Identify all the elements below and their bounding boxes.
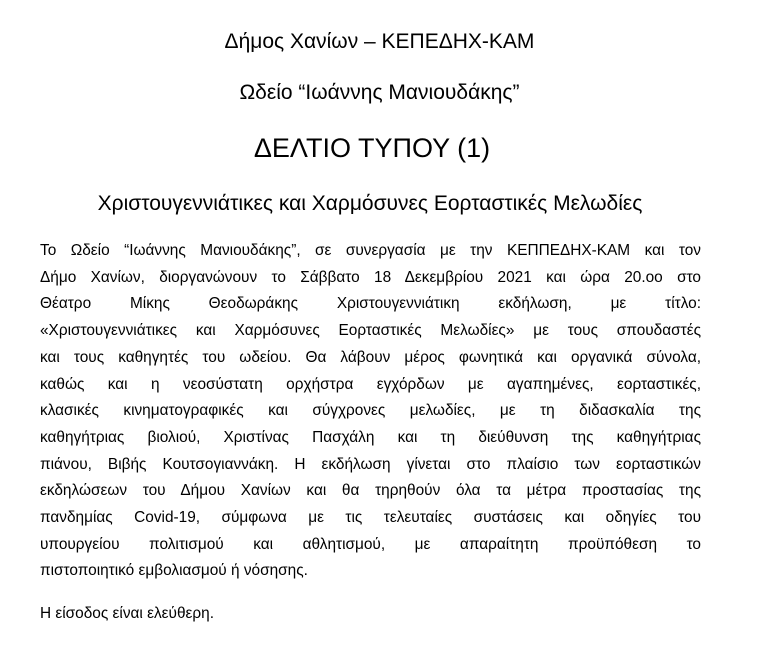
body-line: υπουργείου πολιτισμού και αθλητισμού, με απαραίτητη προϋπόθεση το [40, 535, 701, 553]
body-line: εκδηλώσεων του Δήμου Χανίων και θα τηρηθούν όλα τα μέτρα προστασίας της [40, 482, 701, 500]
body-line: Θέατρο Μίκης Θεοδωράκης Χριστουγεννιάτικη εκδήλωση, με τίτλο: [40, 295, 701, 313]
body-line: κλασικές κινηματογραφικές και σύγχρονες μελωδίες, με τη διδασκαλία της [40, 402, 701, 420]
body-paragraph [40, 238, 701, 585]
body-line: πιστοποιητικό εμβολιασμού ή νόσησης. [40, 562, 308, 580]
body-line: Το Ωδείο “Ιωάννης Μανιουδάκης”, σε συνεργασία με την ΚΕΠΠΕΔΗΧ-ΚΑΜ και τον [40, 242, 701, 259]
body-line: «Χριστουγεννιάτικες και Χαρμόσυνες Εορταστικές Μελωδίες» με τους σπουδαστές [40, 322, 701, 340]
document-title: ΔΕΛΤΙΟ ΤΥΠΟΥ (1) [253, 133, 491, 163]
body-line: καθηγήτριας βιολιού, Χριστίνας Πασχάλη και τη διεύθυνση της καθηγήτριας [40, 428, 701, 446]
event-subtitle: Χριστουγεννιάτικες και Χαρμόσυνες Εορταστικές Μελωδίες [97, 192, 643, 215]
body-line: και τους καθηγητές του ωδείου. Θα λάβουν μέρος φωνητικά και οργανικά σύνολα, [40, 348, 701, 366]
conservatory-heading: Ωδείο “Ιωάννης Μανιουδάκης” [239, 81, 520, 104]
body-line: Δήμο Χανίων, διοργανώνουν το Σάββατο 18 Δεκεμβρίου 2021 και ώρα 20.οο στο [40, 268, 701, 286]
body-line: πιάνου, Βιβής Κουτσογιαννάκη. Η εκδήλωση γίνεται στο πλαίσιο των εορταστικών [40, 455, 701, 473]
organization-heading: Δήμος Χανίων – ΚΕΠΕΔΗΧ-ΚΑΜ [224, 30, 535, 53]
free-entry-note: Η είσοδος είναι ελεύθερη. [40, 605, 214, 622]
body-line: καθώς και η νεοσύστατη ορχήστρα εγχόρδων με αγαπημένες, εορταστικές, [40, 375, 701, 393]
body-line: πανδημίας Covid-19, σύμφωνα με τις τελευταίες συστάσεις και οδηγίες του [40, 509, 701, 527]
